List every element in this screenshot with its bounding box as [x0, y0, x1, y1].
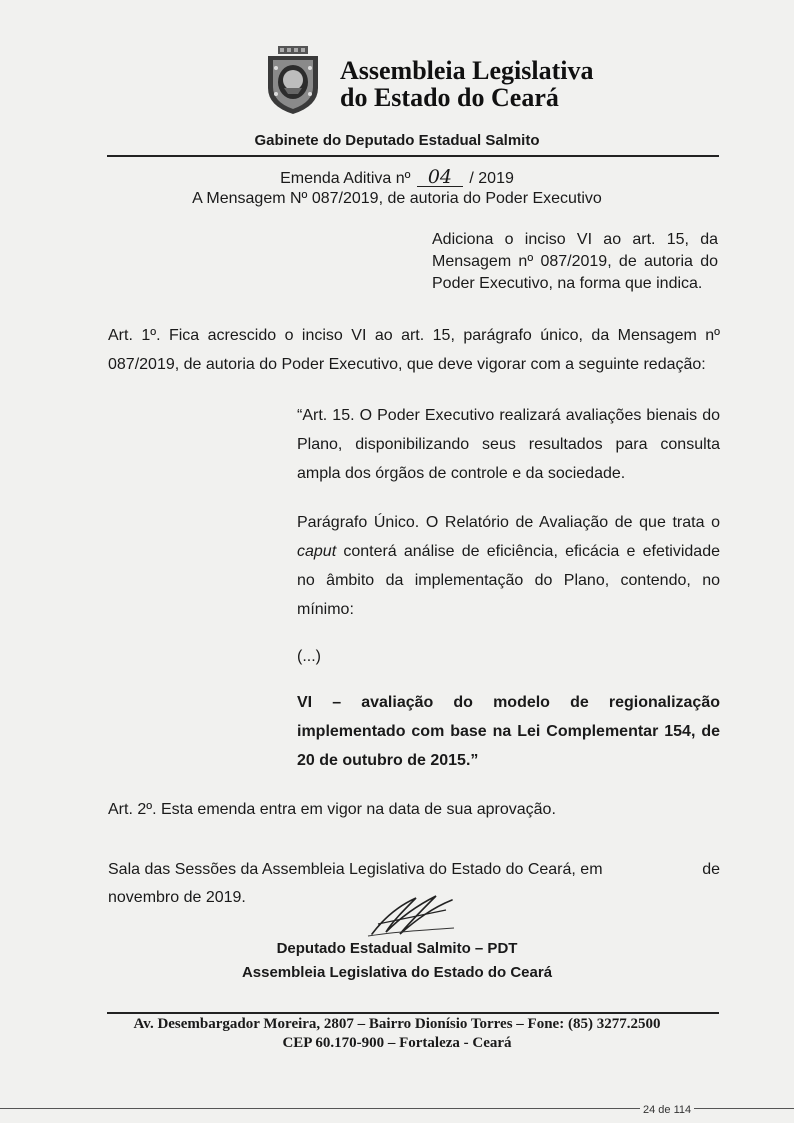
handwritten-signature — [364, 888, 458, 940]
paragraph-text-before: Parágrafo Único. O Relatório de Avaliação de que trata o — [297, 514, 720, 531]
quoted-inciso-vi: VI – avaliação do modelo de regionalização implementado com base na Lei Complementar 154, de 20 de outubro de 2015.” — [297, 694, 720, 769]
quoted-ellipsis: (...) — [297, 648, 321, 665]
article-2: Art. 2º. Esta emenda entra em vigor na data de sua aprovação. — [108, 801, 556, 818]
institution-name-line1: Assembleia Legislativa — [340, 56, 594, 85]
institution-name-line2: do Estado do Ceará — [340, 83, 559, 112]
institution-name — [340, 57, 594, 111]
quoted-sole-paragraph — [297, 508, 720, 624]
paragraph-text-after: conterá análise de eficiência, eficácia e efetividade no âmbito da implementação do Plano, contendo, no mínimo: — [297, 543, 720, 618]
amendment-title — [0, 168, 794, 188]
signatory-institution: Assembleia Legislativa do Estado do Ceará — [241, 964, 553, 981]
article-1: Art. 1º. Fica acrescido o inciso VI ao art. 15, parágrafo único, da Mensagem nº 087/2019, de autoria do Poder Executivo, que deve vigorar com a seguinte redação: — [108, 327, 720, 373]
amendment-summary: Adiciona o inciso VI ao art. 15, da Mensagem nº 087/2019, de autoria do Poder Executivo, na forma que indica. — [432, 231, 718, 292]
session-closing-de: de — [702, 861, 720, 878]
paragraph-caput-term: caput — [297, 543, 337, 560]
session-closing-line2: novembro de 2019. — [108, 889, 246, 906]
footer-divider — [107, 1012, 719, 1014]
amendment-prefix: Emenda Aditiva nº — [280, 170, 411, 187]
footer-city: CEP 60.170-900 – Fortaleza - Ceará — [282, 1035, 512, 1051]
cabinet-name: Gabinete do Deputado Estadual Salmito — [254, 132, 540, 149]
message-reference: A Mensagem Nº 087/2019, de autoria do Poder Executivo — [192, 190, 602, 207]
signatory-name: Deputado Estadual Salmito – PDT — [276, 940, 518, 957]
amendment-year: / 2019 — [469, 170, 514, 187]
amendment-number: 04 — [417, 168, 463, 187]
session-closing-line1: Sala das Sessões da Assembleia Legislativa do Estado do Ceará, em — [108, 861, 603, 878]
quoted-article-caput: “Art. 15. O Poder Executivo realizará avaliações bienais do Plano, disponibilizando seus resultados para consulta ampla dos órgãos de controle e da sociedade. — [297, 407, 720, 482]
header-divider — [107, 155, 719, 157]
page-number: 24 de 114 — [640, 1104, 694, 1116]
footer-address: Av. Desembargador Moreira, 2807 – Bairro Dionísio Torres – Fone: (85) 3277.2500 — [133, 1016, 661, 1032]
state-seal-logo — [262, 44, 324, 116]
